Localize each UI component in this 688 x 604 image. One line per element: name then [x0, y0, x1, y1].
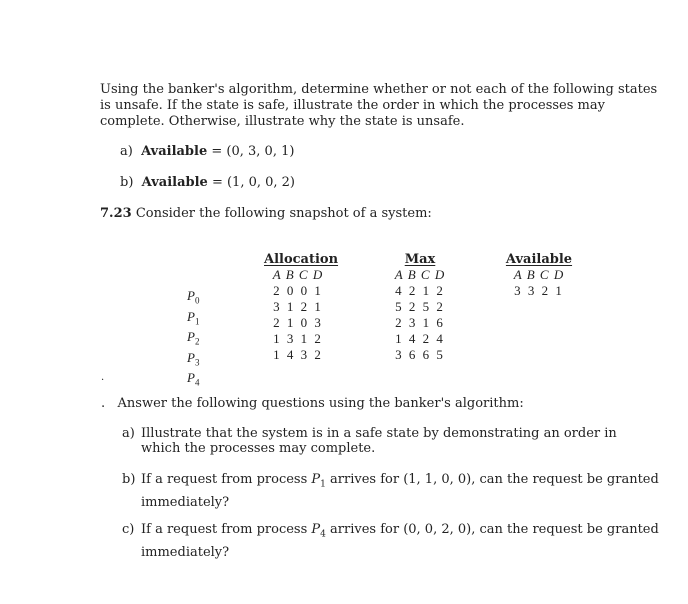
problem-text: Consider the following snapshot of a system: [135, 206, 432, 221]
max-cell: 4 2 1 2 [395, 283, 445, 298]
question-b-text [141, 471, 659, 512]
intro-line: Using the banker's algorithm, determine whether or not each of the following states [100, 82, 658, 97]
process-label: $P_1$ [187, 308, 200, 327]
max-column [386, 252, 454, 363]
question-line: Illustrate that the system is in a safe state by demonstrating an order in [141, 426, 617, 441]
question-c-text [141, 521, 659, 562]
max-header: Max [404, 252, 436, 267]
max-cell: 1 4 2 4 [395, 331, 445, 346]
available-header: Available [505, 252, 573, 267]
allocation-cell: 3 1 2 1 [273, 299, 323, 314]
question-line: immediately? [141, 544, 230, 560]
available-subheader: A B C D [513, 267, 565, 282]
available-cell: 3 3 2 1 [514, 283, 564, 298]
process-column [187, 288, 199, 391]
problem-number: 7.23 [100, 206, 132, 221]
question-line: immediately? [141, 494, 230, 510]
stray-dot: . [101, 372, 105, 383]
allocation-cell: 1 3 1 2 [273, 331, 323, 346]
question-a [122, 425, 135, 443]
case-b [120, 175, 295, 190]
process-variable: $P_4$ [311, 522, 326, 540]
question-b [122, 471, 135, 489]
max-cell: 2 3 1 6 [395, 315, 445, 330]
process-label: $P_2$ [187, 329, 200, 347]
allocation-cell: 2 1 0 3 [273, 315, 323, 330]
intro-line: complete. Otherwise, illustrate why the state is unsafe. [100, 114, 465, 129]
question-line: If a request from process $P_4$ arrives for (0, 0, 2, 0), can the request be granted [141, 522, 659, 540]
case-label: Available [141, 175, 208, 190]
question-line: If a request from process $P_1$ arrives for (1, 1, 0, 0), can the request be granted [141, 472, 659, 490]
process-label: $P_3$ [187, 349, 200, 368]
problem-heading [100, 206, 432, 221]
max-subheader: A B C D [394, 267, 446, 282]
process-label: $P_0$ [187, 288, 200, 306]
case-value: = (0, 3, 0, 1) [211, 144, 295, 159]
process-variable: $P_1$ [311, 472, 326, 490]
case-a [120, 144, 294, 159]
question-prefix: a) [122, 426, 135, 441]
allocation-header: Allocation [264, 252, 339, 267]
intro-paragraph [100, 82, 657, 130]
question-prefix: b) [122, 472, 136, 487]
answer-heading [101, 396, 524, 411]
allocation-cell: 2 0 0 1 [273, 283, 323, 298]
available-column [505, 252, 573, 299]
question-c [122, 521, 134, 539]
case-value: = (1, 0, 0, 2) [211, 175, 295, 190]
case-prefix: b) [120, 175, 134, 190]
max-cell: 5 2 5 2 [395, 299, 445, 314]
process-label: $P_4$ [187, 370, 200, 388]
case-prefix: a) [120, 144, 133, 159]
case-label: Available [141, 144, 208, 159]
answer-heading-text: Answer the following questions using the banker's algorithm: [117, 396, 524, 411]
question-prefix: c) [122, 522, 135, 537]
max-cell: 3 6 6 5 [395, 347, 445, 362]
question-line: which the processes may complete. [141, 441, 376, 456]
question-a-text [141, 425, 617, 458]
intro-line: is unsafe. If the state is safe, illustrate the order in which the processes may [100, 98, 605, 113]
allocation-subheader: A B C D [272, 267, 324, 282]
allocation-column [264, 252, 339, 363]
allocation-cell: 1 4 3 2 [273, 347, 323, 362]
answer-bullet: . [101, 396, 106, 411]
